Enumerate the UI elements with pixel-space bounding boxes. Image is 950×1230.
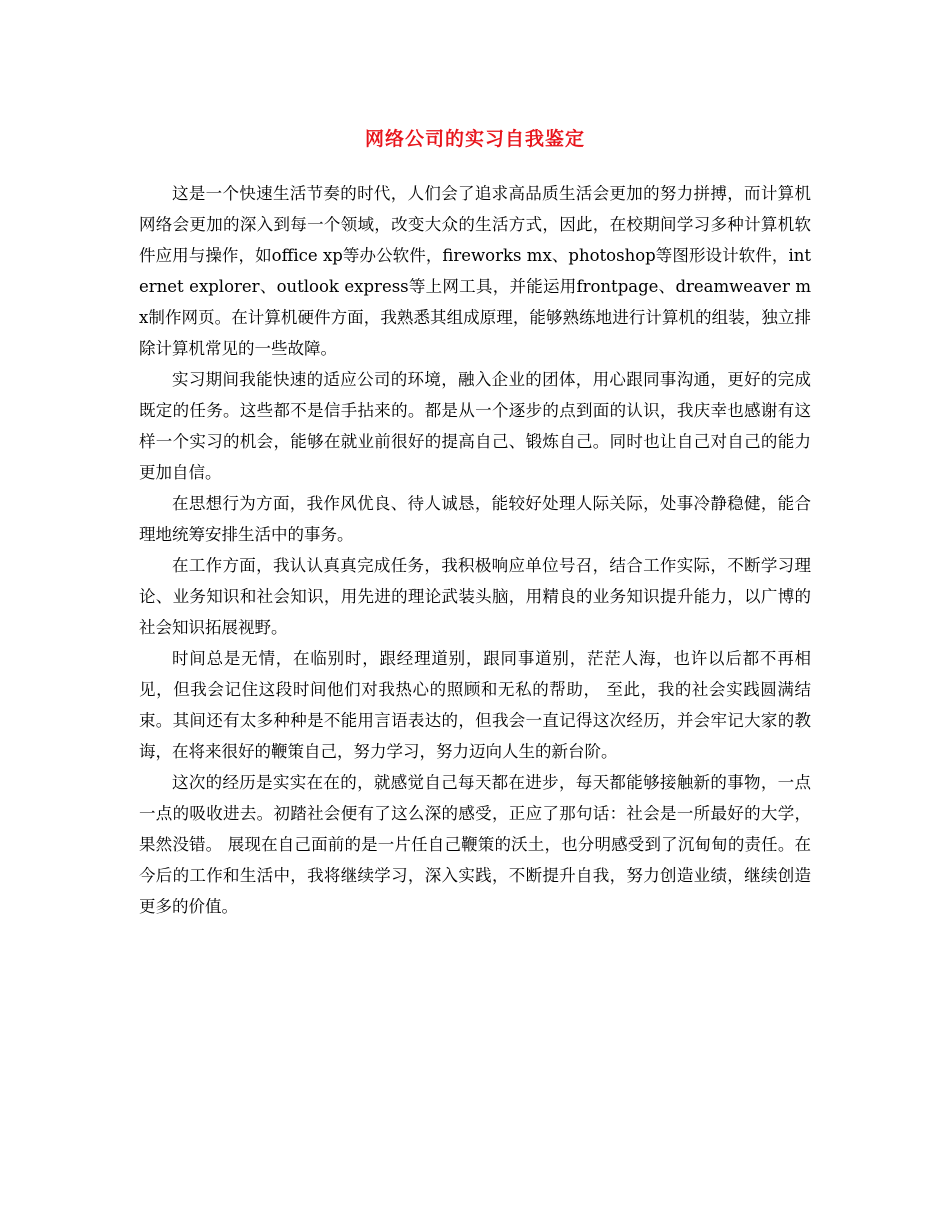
paragraph-2: 实习期间我能快速的适应公司的环境，融入企业的团体，用心跟同事沟通，更好的完成既定的任务。这些都不是信手拈来的。都是从一个逐步的点到面的认识，我庆幸也感谢有这样一个实习的机会，能够在就业前很好的提高自己、锻炼自己。同时也让自己对自己的能力更加自信。 <box>139 370 811 482</box>
document-body <box>139 178 811 922</box>
paragraph-5: 时间总是无情，在临别时，跟经理道别，跟同事道别，茫茫人海，也许以后都不再相见，但我会记住这段时间他们对我热心的照顾和无私的帮助， 至此，我的社会实践圆满结束。其间还有太多种种是不能用言语表达的，但我会一直记得这次经历，并会牢记大家的教诲，在将来很好的鞭策自己，努力学习，努力迈向人生的新台阶。 <box>139 649 811 761</box>
paragraph-3: 在思想行为方面，我作风优良、待人诚恳，能较好处理人际关际，处事冷静稳健，能合理地统筹安排生活中的事务。 <box>139 494 811 544</box>
document-title: 网络公司的实习自我鉴定 <box>364 128 585 150</box>
paragraph-1: 这是一个快速生活节奏的时代，人们会了追求高品质生活会更加的努力拼搏，而计算机网络会更加的深入到每一个领域，改变大众的生活方式，因此，在校期间学习多种计算机软件应用与操作，如office xp等办公软件，fireworks mx、photoshop等图形设计软件，internet explorer、outlook express等上网工具，并能运用frontpage、dreamweaver mx制作网页。在计算机硬件方面，我熟悉其组成原理，能够熟练地进行计算机的组装，独立排除计算机常见的一些故障。 <box>139 184 811 358</box>
paragraph-6: 这次的经历是实实在在的，就感觉自己每天都在进步，每天都能够接触新的事物，一点一点的吸收进去。初踏社会便有了这么深的感受，正应了那句话：社会是一所最好的大学，果然没错。 展现在自己面前的是一片任自己鞭策的沃土，也分明感受到了沉甸甸的责任。在今后的工作和生活中，我将继续学习，深入实践，不断提升自我，努力创造业绩，继续创造更多的价值。 <box>139 773 811 916</box>
paragraph-4: 在工作方面，我认认真真完成任务，我积极响应单位号召，结合工作实际，不断学习理论、业务知识和社会知识，用先进的理论武装头脑，用精良的业务知识提升能力，以广博的社会知识拓展视野。 <box>139 556 811 637</box>
